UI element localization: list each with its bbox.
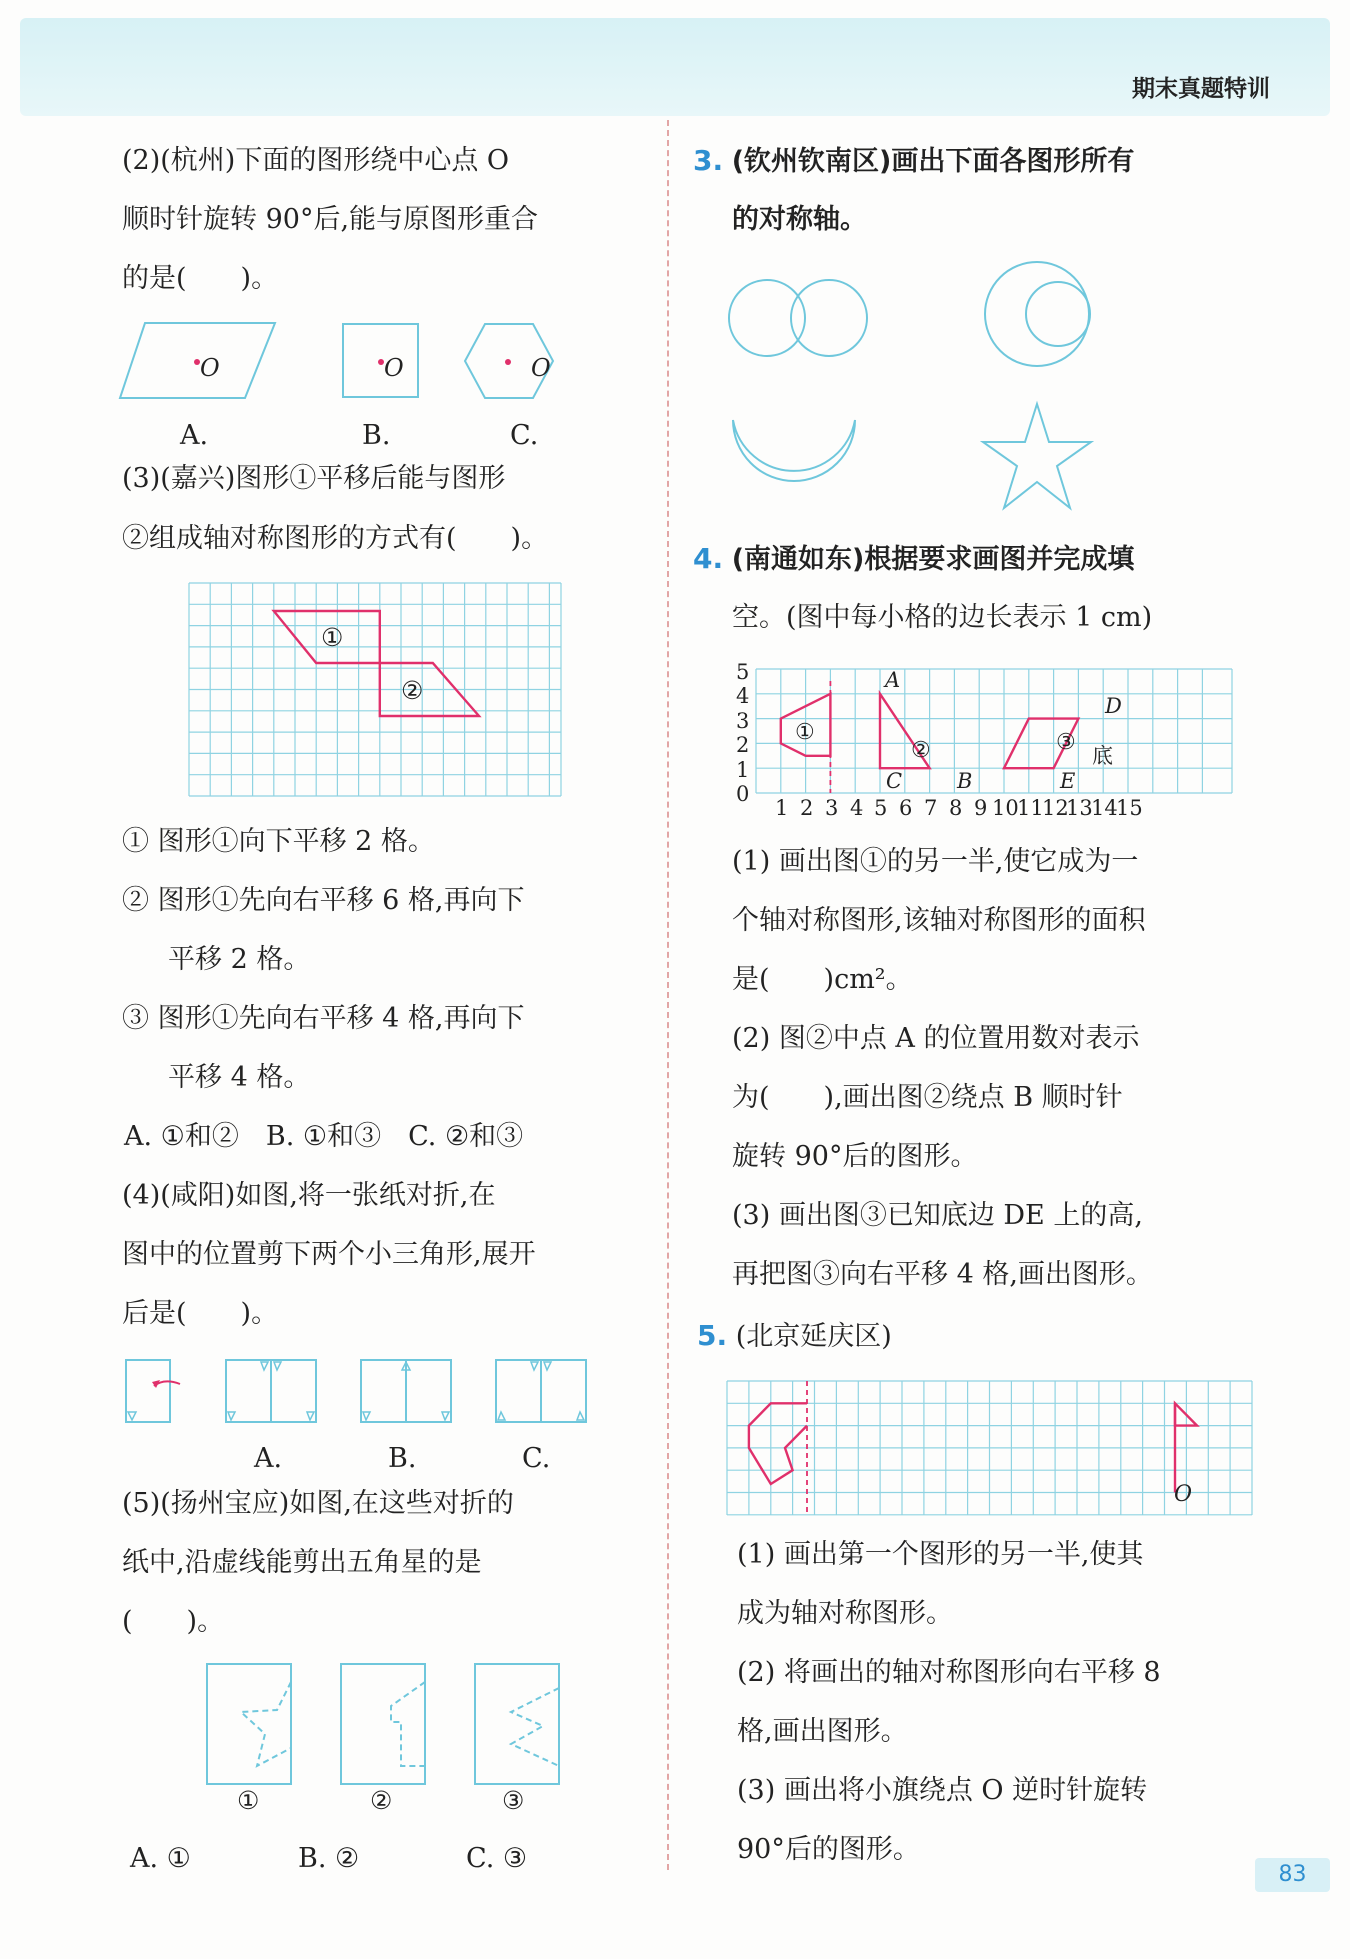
- x-tick: 1: [775, 796, 789, 820]
- p4-item1: (1) 画出图①的另一半,使它成为一: [732, 846, 1139, 877]
- p4-heading: [693, 542, 1135, 575]
- q4-option-b: B.: [388, 1443, 417, 1474]
- q5-figures: [205, 1662, 565, 1787]
- y-tick: 0: [736, 782, 750, 806]
- x-tick: 8: [949, 796, 963, 820]
- point-label-e: E: [1060, 769, 1076, 793]
- double-circle-left: [729, 280, 805, 356]
- outer-circle: [985, 262, 1089, 366]
- p5-line1: (北京延庆区): [735, 1321, 892, 1352]
- x-tick: 4: [850, 796, 864, 820]
- p4-item2: (2) 图②中点 A 的位置用数对表示: [732, 1023, 1140, 1054]
- p5-item1: (1) 画出第一个图形的另一半,使其: [737, 1539, 1144, 1570]
- q2-line2: 顺时针旋转 90°后,能与原图形重合: [122, 204, 539, 235]
- p3-heading: [693, 144, 1135, 177]
- p5-item3: (3) 画出将小旗绕点 O 逆时针旋转: [737, 1775, 1148, 1806]
- q3-item2: ② 图形①先向右平移 6 格,再向下: [122, 885, 525, 916]
- x-tick: 2: [800, 796, 814, 820]
- q4-line3: 后是( )。: [122, 1298, 279, 1329]
- q3-line2: ②组成轴对称图形的方式有( )。: [122, 523, 549, 554]
- q5-line1: (5)(扬州宝应)如图,在这些对折的: [122, 1488, 514, 1519]
- q4-option-c: C.: [522, 1443, 551, 1474]
- q2-line1: (2)(杭州)下面的图形绕中心点 O: [122, 145, 510, 176]
- q3-choices: A. ①和② B. ①和③ C. ②和③: [124, 1121, 524, 1152]
- p4-number: 4.: [693, 542, 724, 575]
- q5-choice-b: B. ②: [298, 1843, 360, 1874]
- x-tick: 12: [1042, 796, 1069, 820]
- q4-figures: [124, 1356, 594, 1426]
- q2-option-c: C.: [510, 420, 539, 451]
- q5-line3: ( )。: [122, 1606, 225, 1637]
- point-label-c: C: [886, 769, 903, 793]
- p3-figures: [725, 258, 1125, 518]
- column-divider: [667, 120, 669, 1870]
- y-tick: 1: [736, 758, 750, 782]
- q5-choice-a: A. ①: [130, 1843, 191, 1874]
- x-tick: 7: [924, 796, 938, 820]
- q5-fig-label-1: ①: [237, 1786, 260, 1815]
- q4-option-a: A.: [254, 1443, 283, 1474]
- p5-half-shape: [749, 1403, 807, 1484]
- x-tick: 6: [899, 796, 913, 820]
- q3-grid-figure: [189, 583, 561, 796]
- q5-line2: 纸中,沿虚线能剪出五角星的是: [122, 1547, 482, 1578]
- p4-line2: 空。(图中每小格的边长表示 1 cm): [732, 602, 1153, 633]
- p4-item1-cont2: 是( )cm²。: [732, 964, 913, 995]
- p4-item3-cont: 再把图③向右平移 4 格,画出图形。: [732, 1259, 1153, 1290]
- center-point-c: [505, 359, 511, 365]
- y-tick: 2: [736, 733, 750, 757]
- q2-shapes: [115, 320, 585, 410]
- y-tick: 5: [736, 660, 750, 684]
- p4-shape2-label: ②: [911, 738, 931, 763]
- base-label: 底: [1092, 744, 1113, 768]
- q2-point-label-a: O: [200, 354, 220, 382]
- p5-point-label-o: O: [1174, 1482, 1193, 1507]
- section-title: 期末真题特训: [1132, 76, 1270, 102]
- q2-option-a: A.: [180, 420, 209, 451]
- inner-circle: [1026, 282, 1090, 346]
- p4-item3: (3) 画出图③已知底边 DE 上的高,: [732, 1200, 1143, 1231]
- q3-line1: (3)(嘉兴)图形①平移后能与图形: [122, 463, 506, 494]
- q2-option-b: B.: [362, 420, 391, 451]
- crescent-shape: [733, 420, 855, 481]
- p4-item1-cont: 个轴对称图形,该轴对称图形的面积: [732, 905, 1146, 936]
- x-tick: 3: [825, 796, 839, 820]
- p3-number: 3.: [693, 144, 724, 177]
- p4-line1: (南通如东)根据要求画图并完成填: [731, 544, 1135, 575]
- q5-fig-label-2: ②: [370, 1786, 393, 1815]
- p3-line2: 的对称轴。: [732, 204, 867, 235]
- p4-shape1-label: ①: [795, 720, 815, 745]
- star-shape: [983, 404, 1091, 508]
- y-tick: 4: [736, 684, 750, 708]
- x-tick: 14: [1091, 796, 1118, 820]
- x-tick: 13: [1066, 796, 1093, 820]
- p5-number: 5.: [697, 1319, 728, 1352]
- y-tick: 3: [736, 709, 750, 733]
- q3-item1: ① 图形①向下平移 2 格。: [122, 826, 435, 857]
- p4-item2-cont: 为( ),画出图②绕点 B 顺时针: [732, 1082, 1123, 1113]
- q4-line2: 图中的位置剪下两个小三角形,展开: [122, 1239, 536, 1270]
- x-tick: 5: [874, 796, 888, 820]
- p5-item1-cont: 成为轴对称图形。: [737, 1598, 953, 1629]
- q2-point-label-b: O: [384, 354, 404, 382]
- q2-line3: 的是( )。: [122, 263, 279, 294]
- q5-fig-label-3: ③: [502, 1786, 525, 1815]
- p4-shape3-label: ③: [1056, 730, 1076, 755]
- q3-shape2-label: ②: [401, 676, 424, 705]
- point-label-d: D: [1105, 694, 1122, 718]
- q3-item3-cont: 平移 4 格。: [168, 1062, 311, 1093]
- x-tick: 11: [1017, 796, 1044, 820]
- x-tick: 15: [1116, 796, 1143, 820]
- q4-line1: (4)(咸阳)如图,将一张纸对折,在: [122, 1180, 496, 1211]
- double-circle-right: [791, 280, 867, 356]
- q3-item2-cont: 平移 2 格。: [168, 944, 311, 975]
- q3-shape1-label: ①: [321, 623, 344, 652]
- p5-item3-cont: 90°后的图形。: [737, 1834, 920, 1865]
- p5-heading: [697, 1319, 892, 1352]
- q2-point-label-c: O: [531, 354, 551, 382]
- point-label-a: A: [885, 668, 901, 692]
- q3-item3: ③ 图形①先向右平移 4 格,再向下: [122, 1003, 525, 1034]
- paper-1: [207, 1664, 291, 1784]
- x-tick: 10: [992, 796, 1019, 820]
- p5-item2-cont: 格,画出图形。: [737, 1716, 908, 1747]
- x-tick: 9: [974, 796, 988, 820]
- point-label-b: B: [957, 769, 973, 793]
- page-number: 83: [1255, 1858, 1330, 1892]
- p5-item2: (2) 将画出的轴对称图形向右平移 8: [737, 1657, 1161, 1688]
- p4-grid-figure: [756, 669, 1232, 794]
- p4-item2-cont2: 旋转 90°后的图形。: [732, 1141, 978, 1172]
- p3-line1: (钦州钦南区)画出下面各图形所有: [731, 146, 1135, 177]
- q5-choice-c: C. ③: [466, 1843, 528, 1874]
- paper-3: [475, 1664, 559, 1784]
